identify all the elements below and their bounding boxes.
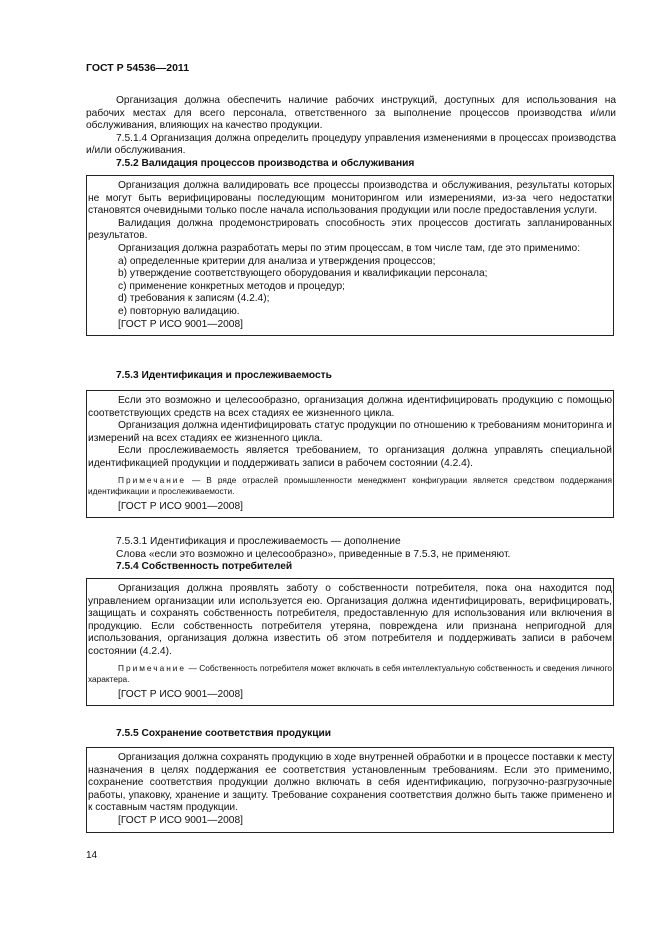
section-753-paragraph-2: Организация должна идентифицировать статус продукции по отношению к требованиям мониторинга и измерений на всех стадиях ее жизненного цикла.: [88, 420, 612, 444]
section-753-heading: 7.5.3 Идентификация и прослеживаемость: [116, 370, 332, 381]
section-754-note: [88, 663, 612, 685]
section-753-box: [86, 390, 614, 518]
section-753-note: [88, 475, 612, 497]
section-753-paragraph-3: Если прослеживаемость является требованием, то организация должна управлять специальной идентификацией продукции и поддерживать записи в рабочем состоянии (4.2.4).: [88, 445, 612, 469]
section-754-paragraph-1: Организация должна проявлять заботу о собственности потребителя, пока она находится под управлением организации или используется ею. Организация должна идентифицировать, верифицировать, защищать и сохранять собственность потребителя, предоставленную для использования или включения в продукцию. Если собственность потребителя утеряна, повреждена или признана непригодной для использования, организация должна известить об этом потребителя и поддерживать записи в рабочем состоянии (4.2.4).: [88, 583, 612, 657]
section-754-box: [86, 578, 614, 706]
section-752-heading: 7.5.2 Валидация процессов производства и обслуживания: [116, 157, 415, 169]
intro-paragraph-2: 7.5.1.4 Организация должна определить процедуру управления изменениями в процессах производства и/или обслуживания.: [86, 132, 616, 157]
intro-paragraph-1: Организация должна обеспечить наличие рабочих инструкций, доступных для использования на рабочих местах для всего персонала, ответственного за выполнение процессов производства и/или обслуживания, влияющих на качество продукции.: [86, 95, 616, 132]
note-text: — В ряде отраслей промышленности менеджмент конфигурации является средством поддержания идентификации и прослеживаемости.: [88, 474, 612, 496]
intro-section: [86, 95, 616, 171]
section-752-paragraph-1: Организация должна валидировать все процессы производства и обслуживания, результаты которых не могут быть верифицированы последующим мониторингом или измерениями, из-за чего недостатки становятся очевидными только после начала использования продукции или после предоставления услуги.: [88, 180, 612, 217]
section-752-box: [86, 175, 614, 336]
section-7531-heading: 7.5.3.1 Идентификация и прослеживаемость — дополнение: [116, 536, 401, 547]
section-752-list-item: c) применение конкретных методов и процедур;: [118, 280, 345, 292]
page-number: 14: [86, 850, 98, 861]
section-752-list-item: e) повторную валидацию.: [118, 305, 240, 317]
section-752-list-item: d) требования к записям (4.2.4);: [118, 293, 270, 305]
section-755-paragraph-1: Организация должна сохранять продукцию в ходе внутренней обработки и в процессе поставки к месту назначения в целях поддержания ее соответствия установленным требованиям. Если это применимо, сохранение соответствия продукции должно включать в себя идентификацию, погрузочно-разгрузочные работы, упаковку, хранение и защиту. Требование сохранения соответствия должно быть также применено и к составным частям продукции.: [88, 752, 612, 814]
section-755-reference: [ГОСТ Р ИСО 9001—2008]: [118, 814, 243, 826]
section-7531: [86, 536, 616, 574]
section-752-paragraph-3: Организация должна разработать меры по этим процессам, в том числе там, где это применимо:: [118, 242, 581, 254]
section-752-reference: [ГОСТ Р ИСО 9001—2008]: [118, 318, 243, 330]
note-label: Примечание: [118, 662, 187, 673]
section-753-paragraph-1: Если это возможно и целесообразно, организация должна идентифицировать продукцию с помощью соответствующих средств на всех стадиях ее жизненного цикла.: [88, 395, 612, 419]
section-752-list-item: a) определенные критерии для анализа и утверждения процессов;: [118, 255, 436, 267]
section-755-box: [86, 747, 614, 833]
note-text: — Собственность потребителя может включать в себя интеллектуальную собственность и сведения личного характера.: [88, 662, 612, 684]
section-754-heading: 7.5.4 Собственность потребителей: [116, 561, 293, 573]
section-754-reference: [ГОСТ Р ИСО 9001—2008]: [118, 688, 243, 700]
section-752-paragraph-2: Валидация должна продемонстрировать способность этих процессов достигать запланированных результатов.: [88, 217, 612, 242]
section-755-heading-block: [86, 728, 616, 741]
document-header: ГОСТ Р 54536—2011: [86, 62, 190, 74]
section-752-list-item: b) утверждение соответствующего оборудования и квалификации персонала;: [118, 268, 488, 280]
section-755-heading: 7.5.5 Сохранение соответствия продукции: [116, 728, 332, 739]
section-753-heading-block: [86, 370, 616, 383]
section-753-reference: [ГОСТ Р ИСО 9001—2008]: [118, 500, 243, 512]
section-7531-paragraph: Слова «если это возможно и целесообразно», приведенные в 7.5.3, не применяют.: [116, 548, 511, 560]
note-label: Примечание: [118, 474, 187, 485]
